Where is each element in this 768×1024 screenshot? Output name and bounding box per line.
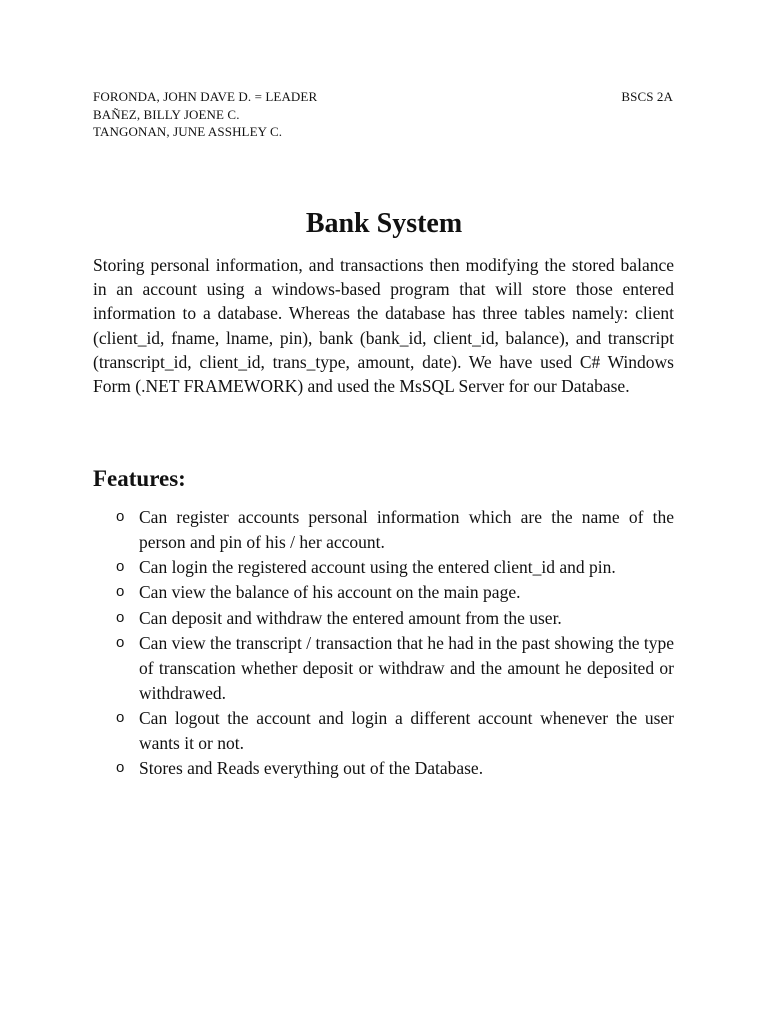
list-item <box>116 555 674 580</box>
bullet-icon: o <box>116 508 125 525</box>
list-item <box>116 631 674 705</box>
list-item <box>116 756 674 781</box>
bullet-icon: o <box>116 758 125 776</box>
list-item <box>116 606 674 631</box>
feature-text: Can deposit and withdraw the entered amount from the user. <box>139 607 562 628</box>
feature-text: Can view the balance of his account on the main page. <box>139 582 521 603</box>
bullet-icon: o <box>116 633 125 651</box>
page-title: Bank System <box>305 208 463 239</box>
author-member: TANGONAN, JUNE ASSHLEY C. <box>93 124 283 139</box>
features-heading: Features: <box>93 466 186 491</box>
list-item <box>116 580 674 605</box>
feature-text: Can logout the account and login a different account whenever the user wants it or not. <box>139 707 674 753</box>
list-item <box>116 505 674 555</box>
bullet-icon: o <box>116 608 125 626</box>
list-item <box>116 706 674 756</box>
author-member: BAÑEZ, BILLY JOENE C. <box>93 106 240 122</box>
bullet-icon: o <box>116 558 125 576</box>
intro-paragraph: Storing personal information, and transactions then modifying the stored balance in an account using a windows-based program that will store those entered information to a database. Whereas the database has three tables namely: client (client_id, fname, lname, pin), bank (bank_id, client_id, balance), and transcript (transcript_id, client_id, trans_type, amount, date). We have used C# Windows Form (.NET FRAMEWORK) and used the MsSQL Server for our Database. <box>93 255 674 397</box>
feature-text: Can view the transcript / transaction that he had in the past showing the type of transcation whether deposit or withdraw and the amount he deposited or withdrawed. <box>139 632 674 703</box>
features-list <box>116 505 674 781</box>
feature-text: Stores and Reads everything out of the Database. <box>139 757 484 778</box>
document-header <box>93 88 673 141</box>
bullet-icon: o <box>116 708 125 726</box>
feature-text: Can login the registered account using the entered client_id and pin. <box>139 557 616 578</box>
author-leader: FORONDA, JOHN DAVE D. = LEADER <box>93 89 318 104</box>
feature-text: Can register accounts personal information which are the name of the person and pin of his / her account. <box>139 507 674 552</box>
bullet-icon: o <box>116 583 125 601</box>
section-label: BSCS 2A <box>621 89 673 104</box>
